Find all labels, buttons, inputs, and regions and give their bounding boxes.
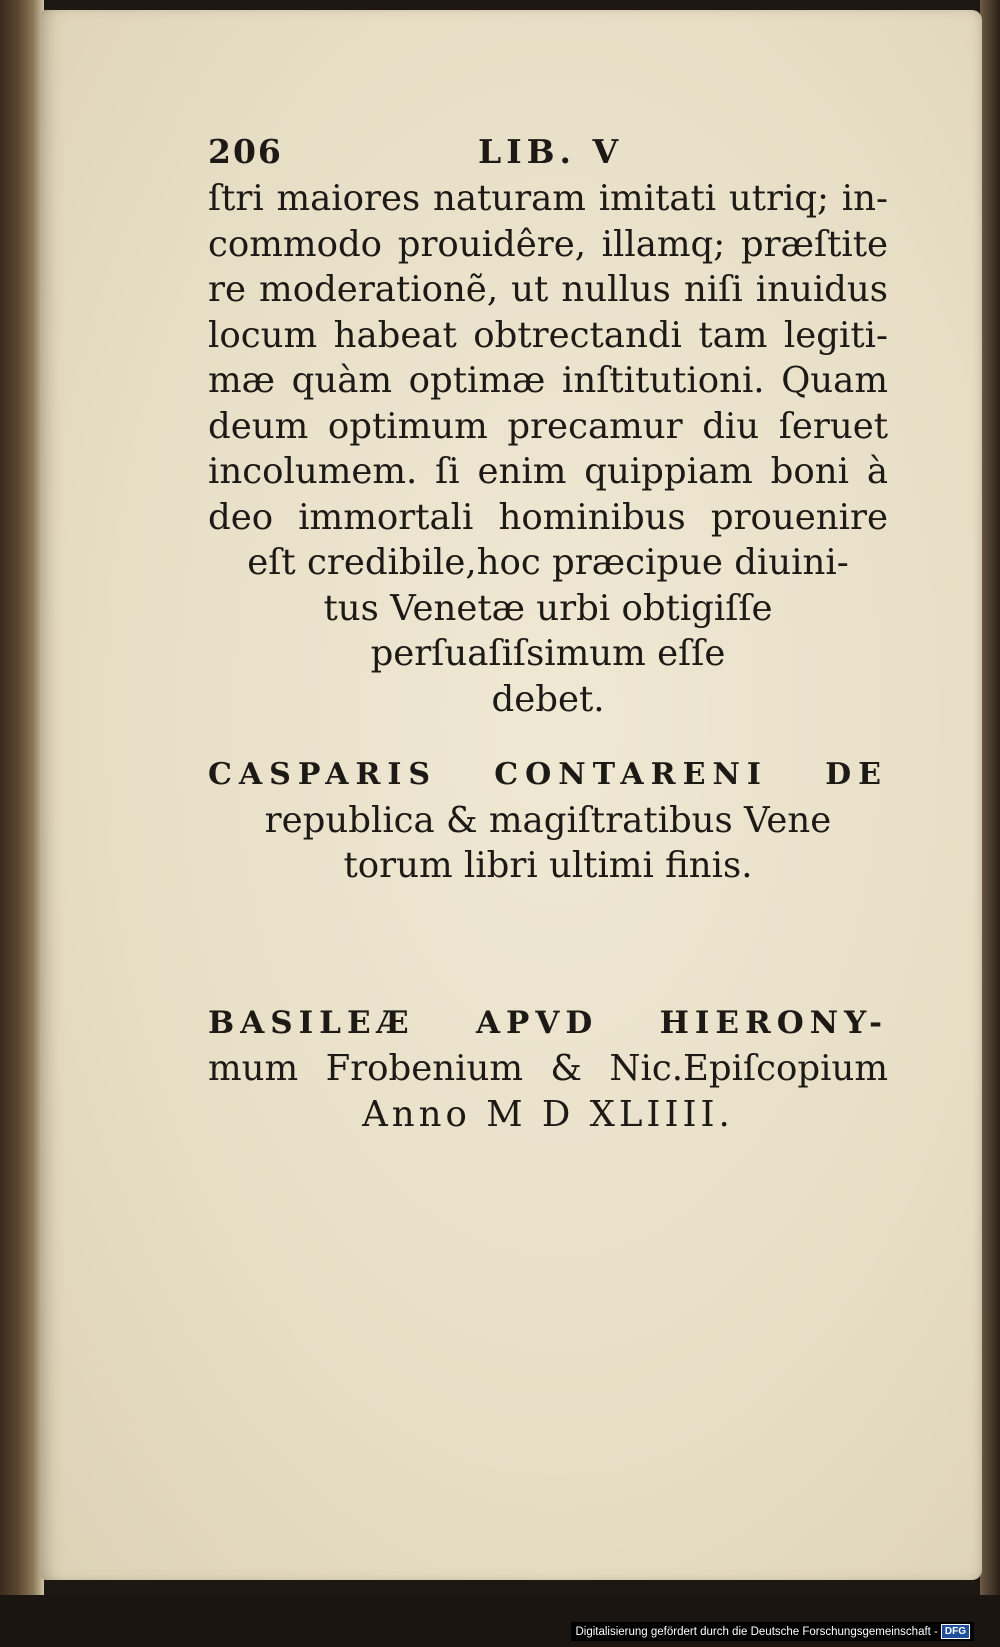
text-line: re moderationẽ, ut nullus niſi inuidus xyxy=(208,269,888,310)
text-line: debet. xyxy=(491,678,605,720)
colophon-line: CASPARIS CONTARENI DE xyxy=(208,757,888,792)
text-line: perſuaſiſsimum eſſe xyxy=(370,633,726,674)
text-line: eſt credibile,hoc præcipue diuini- xyxy=(247,542,849,583)
text-line: locum habeat obtrectandi tam legiti- xyxy=(208,314,888,356)
colophon-line: torum libri ultimi finis. xyxy=(343,845,753,886)
page-text-block xyxy=(208,128,888,1137)
digitization-credit xyxy=(571,1622,974,1641)
credit-text: Digitalisierung gefördert durch die Deutsche Forschungsgemeinschaft - xyxy=(575,1625,938,1638)
page-number: 206 xyxy=(208,132,283,171)
colophon xyxy=(208,752,888,889)
text-line: deo immortali hominibus prouenire xyxy=(208,496,888,538)
imprint-line: BASILEÆ APVD HIERONY- xyxy=(208,1004,888,1041)
text-line: tus Venetæ urbi obtigiſſe xyxy=(323,587,773,629)
book-binding xyxy=(0,0,44,1595)
page-edge-shadow xyxy=(980,0,1000,1595)
printer-imprint xyxy=(208,1001,888,1138)
body-text xyxy=(208,176,888,722)
colophon-line: republica & magiſtratibus Vene xyxy=(264,799,832,841)
imprint-line: mum Frobenium & Nic.Epiſcopium xyxy=(208,1048,888,1089)
running-head: LIB. V xyxy=(478,132,624,171)
imprint-line: Anno M D XLIIII. xyxy=(362,1093,734,1135)
page-header xyxy=(208,128,888,176)
dfg-logo-icon: DFG xyxy=(941,1624,970,1639)
text-line: incolumem. ſi enim quippiam boni à xyxy=(208,451,888,492)
text-line: mæ quàm optimæ inſtitutioni. Quam xyxy=(208,360,888,401)
text-line: ſtri maiores naturam imitati utriq; in- xyxy=(208,178,888,219)
text-line: commodo prouidêre, illamq; præſtite xyxy=(208,223,888,265)
text-line: deum optimum precamur diu ſeruet xyxy=(208,405,888,447)
